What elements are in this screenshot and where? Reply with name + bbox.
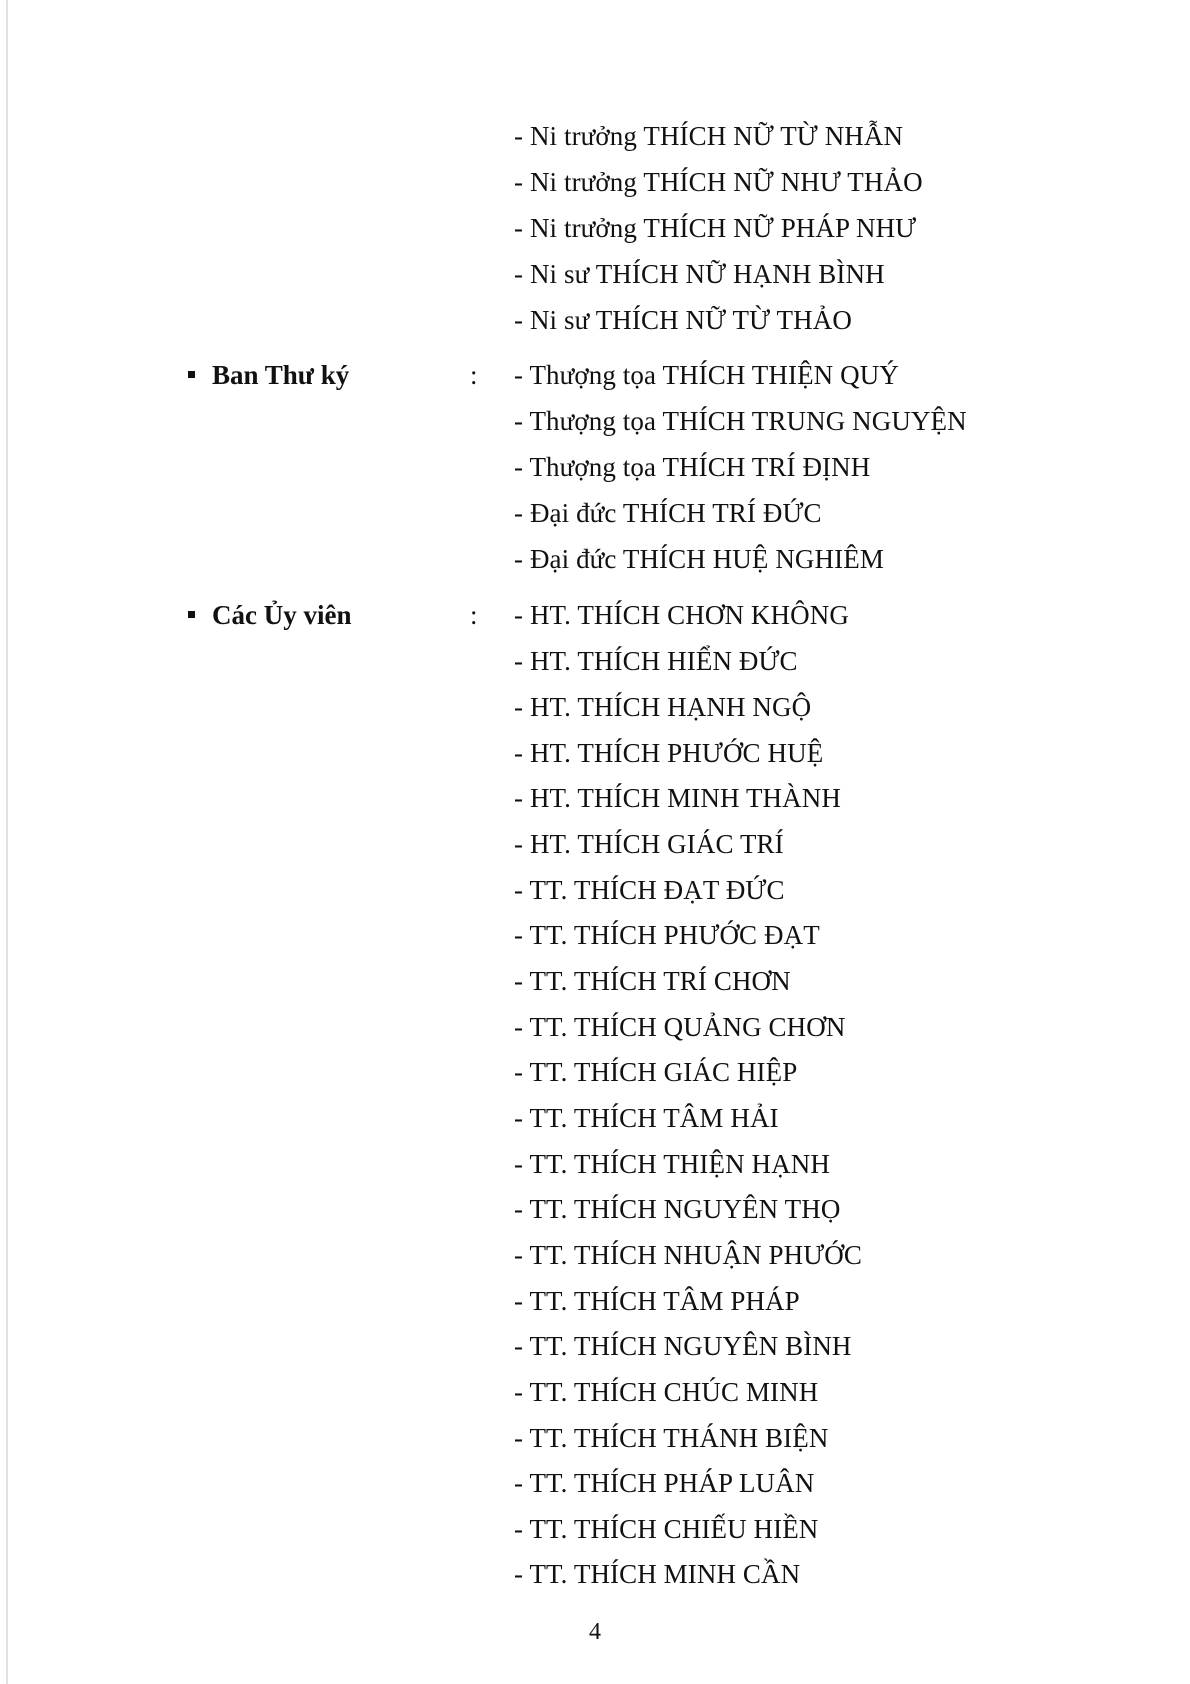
list-item-uy-vien: - TT. THÍCH PHÁP LUÂN: [514, 1468, 815, 1498]
section-label-text: Các Ủy viên: [212, 600, 352, 630]
list-item-uy-vien: - HT. THÍCH GIÁC TRÍ: [514, 829, 784, 859]
list-item-uy-vien: - HT. THÍCH HẠNH NGỘ: [514, 692, 812, 722]
list-item-thu-ky: - Thượng tọa THÍCH THIỆN QUÝ: [514, 360, 899, 390]
list-item-thu-ky: - Thượng tọa THÍCH TRUNG NGUYỆN: [514, 406, 967, 436]
section-label-text: Ban Thư ký: [212, 360, 350, 390]
list-item-uy-vien: - TT. THÍCH CHIẾU HIỀN: [514, 1514, 819, 1544]
section-heading-ban-thu-ky: [188, 359, 349, 391]
section-heading-uy-vien: [188, 599, 351, 631]
list-item-uy-vien: - TT. THÍCH TRÍ CHƠN: [514, 966, 791, 996]
list-item-uy-vien: - TT. THÍCH MINH CẦN: [514, 1559, 801, 1589]
list-item-uy-vien: - TT. THÍCH CHÚC MINH: [514, 1377, 819, 1407]
list-item-ni-truong: - Ni trưởng THÍCH NỮ TỪ NHẪN: [514, 121, 904, 151]
list-item-uy-vien: - TT. THÍCH QUẢNG CHƠN: [514, 1012, 846, 1042]
list-item-thu-ky: - Đại đức THÍCH TRÍ ĐỨC: [514, 498, 822, 528]
list-item-uy-vien: - HT. THÍCH MINH THÀNH: [514, 783, 841, 813]
scan-edge: [6, 0, 8, 1684]
list-item-uy-vien: - TT. THÍCH GIÁC HIỆP: [514, 1057, 798, 1087]
bullet-icon: [188, 611, 195, 618]
list-item-uy-vien: - TT. THÍCH THÁNH BIỆN: [514, 1423, 829, 1453]
section-colon: :: [470, 600, 478, 630]
list-item-uy-vien: - TT. THÍCH PHƯỚC ĐẠT: [514, 920, 820, 950]
list-item-uy-vien: - TT. THÍCH ĐẠT ĐỨC: [514, 875, 785, 905]
bullet-icon: [188, 371, 195, 378]
list-item-uy-vien: - HT. THÍCH HIỂN ĐỨC: [514, 646, 798, 676]
list-item-uy-vien: - TT. THÍCH NHUẬN PHƯỚC: [514, 1240, 862, 1270]
list-item-ni-truong: - Ni sư THÍCH NỮ TỪ THẢO: [514, 305, 852, 335]
list-item-thu-ky: - Thượng tọa THÍCH TRÍ ĐỊNH: [514, 452, 871, 482]
list-item-thu-ky: - Đại đức THÍCH HUỆ NGHIÊM: [514, 544, 884, 574]
list-item-uy-vien: - HT. THÍCH PHƯỚC HUỆ: [514, 738, 824, 768]
list-item-ni-truong: - Ni trưởng THÍCH NỮ NHƯ THẢO: [514, 167, 923, 197]
list-item-uy-vien: - TT. THÍCH TÂM PHÁP: [514, 1286, 800, 1316]
page-number: 4: [589, 1619, 601, 1645]
section-colon: :: [470, 360, 478, 390]
list-item-ni-truong: - Ni trưởng THÍCH NỮ PHÁP NHƯ: [514, 213, 917, 243]
list-item-ni-truong: - Ni sư THÍCH NỮ HẠNH BÌNH: [514, 259, 885, 289]
list-item-uy-vien: - TT. THÍCH NGUYÊN THỌ: [514, 1194, 841, 1224]
list-item-uy-vien: - TT. THÍCH TÂM HẢI: [514, 1103, 779, 1133]
list-item-uy-vien: - TT. THÍCH NGUYÊN BÌNH: [514, 1331, 852, 1361]
list-item-uy-vien: - TT. THÍCH THIỆN HẠNH: [514, 1149, 830, 1179]
list-item-uy-vien: - HT. THÍCH CHƠN KHÔNG: [514, 600, 849, 630]
